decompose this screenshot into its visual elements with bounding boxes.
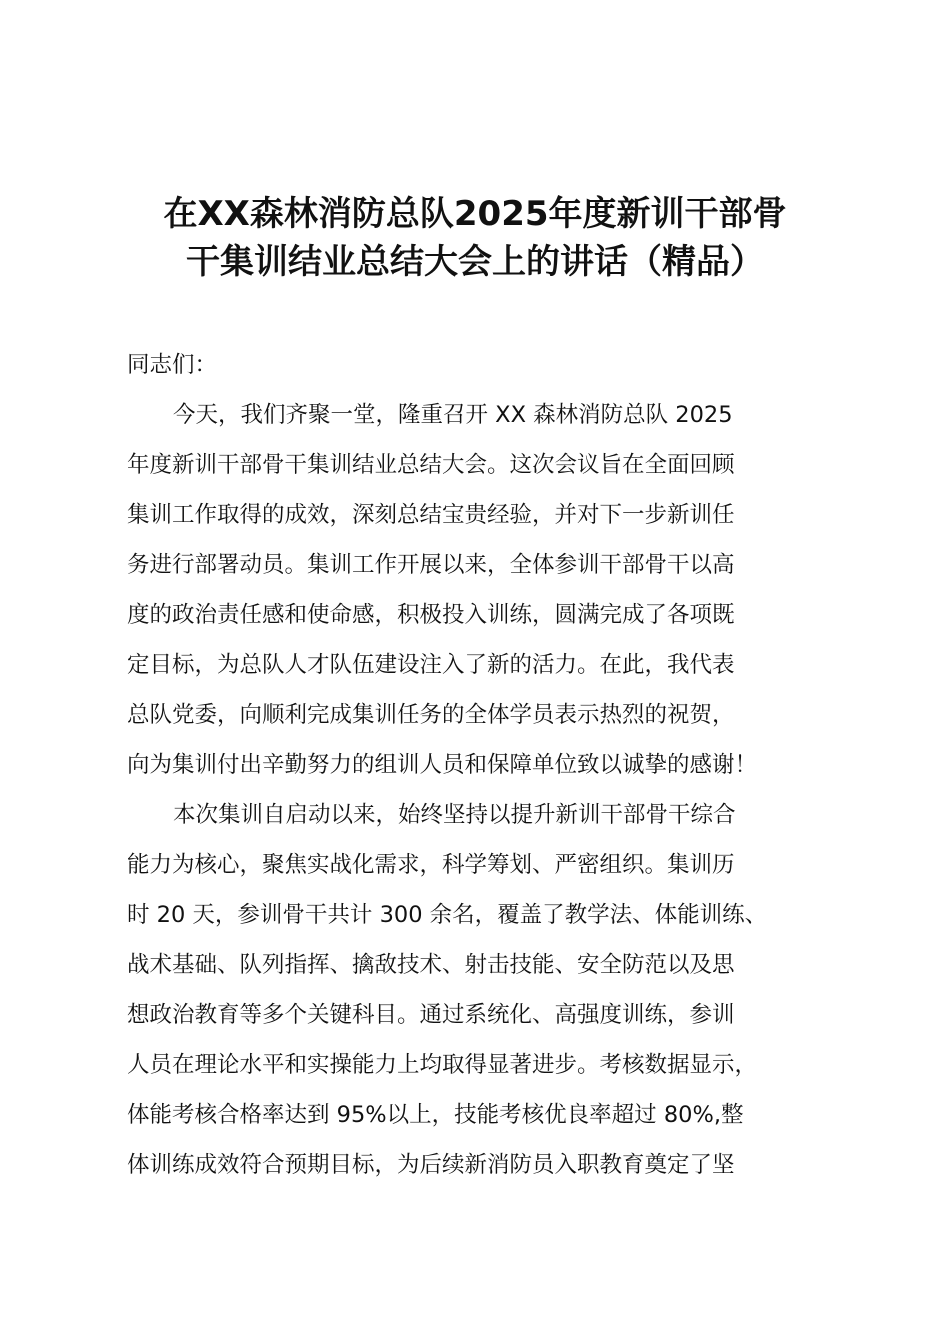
paragraph-line: 能力为核心，聚焦实战化需求，科学筹划、严密组织。集训历 [127,852,735,878]
paragraph-line: 体能考核合格率达到 95%以上，技能考核优良率超过 80%,整 [127,1102,744,1128]
paragraph-line: 战术基础、队列指挥、擒敌技术、射击技能、安全防范以及思 [127,952,735,978]
salutation: 同志们： [127,352,218,378]
paragraph-line: 人员在理论水平和实操能力上均取得显著进步。考核数据显示， [127,1052,758,1078]
paragraph-line: 年度新训干部骨干集训结业总结大会。这次会议旨在全面回顾 [127,452,735,478]
paragraph-line: 务进行部署动员。集训工作开展以来，全体参训干部骨干以高 [127,552,735,578]
paragraph-line: 总队党委，向顺利完成集训任务的全体学员表示热烈的祝贺， [127,702,735,728]
title-line-1: 在XX森林消防总队2025年度新训干部骨 [163,194,787,234]
paragraph-line: 想政治教育等多个关键科目。通过系统化、高强度训练，参训 [127,1002,735,1028]
paragraph-line: 度的政治责任感和使命感，积极投入训练，圆满完成了各项既 [127,602,735,628]
paragraph-line: 体训练成效符合预期目标，为后续新消防员入职教育奠定了坚 [127,1152,735,1178]
paragraph-line: 集训工作取得的成效，深刻总结宝贵经验，并对下一步新训任 [127,502,735,528]
paragraph-line: 时 20 天，参训骨干共计 300 余名，覆盖了教学法、体能训练、 [127,902,768,928]
paragraph-line: 今天，我们齐聚一堂，隆重召开 XX 森林消防总队 2025 [173,402,733,428]
document-body [127,340,827,1190]
title-line-2: 干集训结业总结大会上的讲话（精品） [186,242,764,282]
paragraph-training-summary [127,790,827,1190]
paragraph-line: 向为集训付出辛勤努力的组训人员和保障单位致以诚挚的感谢！ [127,752,758,778]
document-title [0,190,950,286]
paragraph-line: 本次集训自启动以来，始终坚持以提升新训干部骨干综合 [173,802,736,828]
paragraph-opening [127,390,827,790]
paragraph-line: 定目标，为总队人才队伍建设注入了新的活力。在此，我代表 [127,652,735,678]
